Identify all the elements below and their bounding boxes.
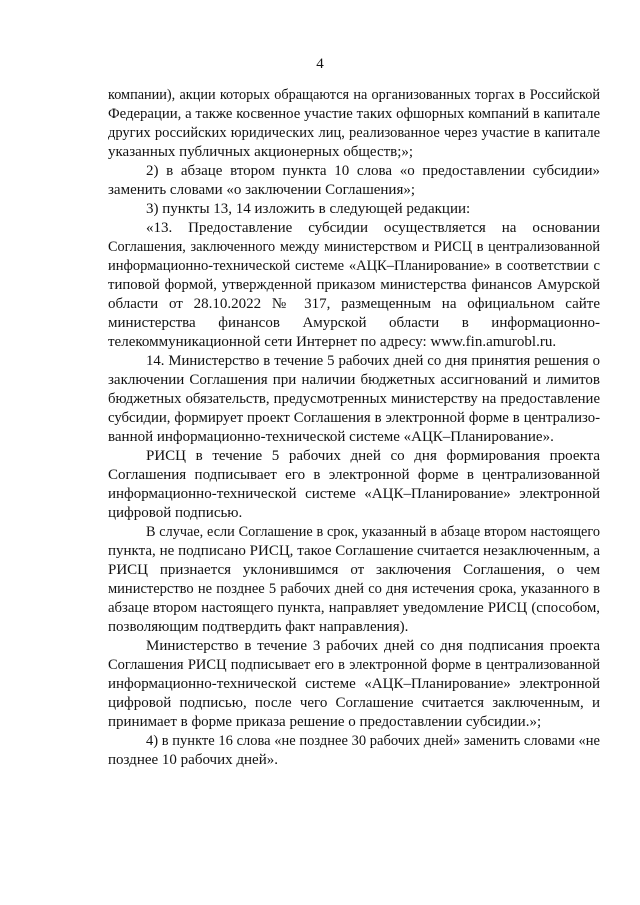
text-line: 14. Министерство в течение 5 рабочих дней со дня принятия решения о: [146, 353, 600, 369]
text-line: бюджетных обязательств, предусмотренных министерству на предоставление: [108, 391, 600, 407]
text-line: РИСЦ в течение 5 рабочих дней со дня формирования проекта: [146, 448, 600, 464]
text-line: информационно-технической системе «АЦК–Планирование» электронной: [108, 676, 600, 692]
text-line: заменить словами «о заключении Соглашения»;: [108, 182, 416, 198]
text-line: указанных публичных акционерных обществ;»;: [108, 144, 414, 160]
text-line: Соглашения РИСЦ подписывает его в электронной форме в централизованной: [108, 657, 600, 673]
text-line: абзаце втором настоящего пункта, направляет уведомление РИСЦ (способом,: [108, 600, 600, 616]
text-line: министерство не позднее 5 рабочих дней со дня истечения срока, указанного в: [108, 581, 600, 597]
text-line: министерства финансов Амурской области в информационно-: [108, 315, 600, 331]
text-line: Соглашения, заключенного между министерством и РИСЦ в централизованной: [108, 239, 600, 255]
text-line: РИСЦ признается уклонившимся от заключения Соглашения, о чем: [108, 562, 600, 578]
text-line: 4) в пункте 16 слова «не позднее 30 рабочих дней» заменить словами «не: [146, 733, 600, 749]
text-line: Соглашения подписывает его в электронной форме в централизованной: [108, 467, 600, 483]
text-line: пункта, не подписано РИСЦ, такое Соглашение считается незаключенным, а: [108, 543, 600, 559]
text-line: «13. Предоставление субсидии осуществляется на основании: [146, 220, 600, 236]
text-line: позднее 10 рабочих дней».: [108, 752, 278, 768]
text-line: информационно-технической системе «АЦК–Планирование» в соответствии с: [108, 258, 600, 274]
text-line: информационно-технической системе «АЦК–Планирование» электронной: [108, 486, 600, 502]
text-line: компании), акции которых обращаются на организованных торгах в Российской: [108, 87, 600, 103]
page-number: 4: [316, 56, 324, 72]
text-line: 2) в абзаце втором пункта 10 слова «о предоставлении субсидии»: [146, 163, 600, 179]
text-line: телекоммуникационной сети Интернет по адресу: www.fin.amurobl.ru.: [108, 334, 557, 350]
text-line: Федерации, а также косвенное участие таких офшорных компаний в капитале: [108, 106, 600, 122]
text-line: типовой формой, утвержденной приказом министерства финансов Амурской: [108, 277, 600, 293]
text-line: заключении Соглашения при наличии бюджетных ассигнований и лимитов: [108, 372, 600, 388]
text-line: позволяющим подтвердить факт направления).: [108, 619, 409, 635]
text-line: других российских юридических лиц, реализованное через участие в капитале: [108, 125, 600, 141]
text-line: 3) пункты 13, 14 изложить в следующей редакции:: [146, 201, 471, 217]
text-line: области от 28.10.2022 № 317, размещенным на официальном сайте: [108, 296, 600, 312]
text-line: цифровой подписью, после чего Соглашение считается заключенным, и: [108, 695, 600, 711]
text-line: В случае, если Соглашение в срок, указанный в абзаце втором настоящего: [146, 524, 600, 540]
text-line: субсидии, формирует проект Соглашения в электронной форме в централизо-: [108, 410, 600, 426]
text-line: принимает в форме приказа решение о предоставлении субсидии.»;: [108, 714, 542, 730]
text-line: цифровой подписью.: [108, 505, 243, 521]
text-line: Министерство в течение 3 рабочих дней со дня подписания проекта: [146, 638, 600, 654]
text-line: ванной информационно-технической системе «АЦК–Планирование».: [108, 429, 554, 445]
